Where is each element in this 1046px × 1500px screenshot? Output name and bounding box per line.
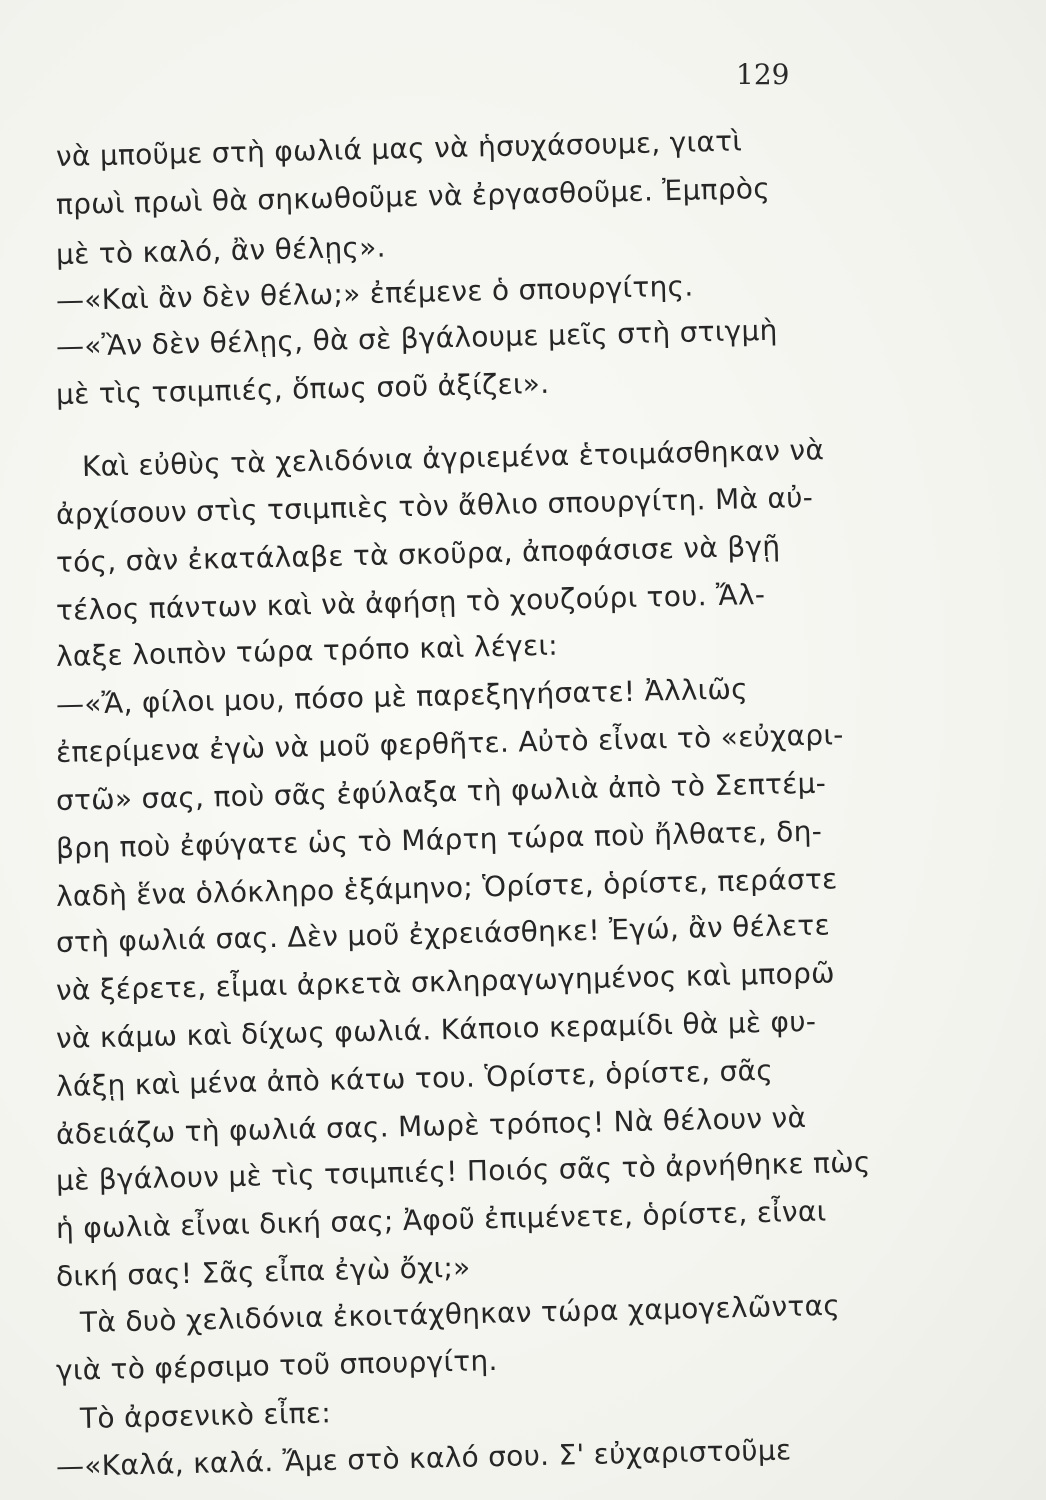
text-line-19: νὰ κάμω καὶ δίχως φωλιά. Κάποιο κεραμίδι θὰ μὲ φυ- xyxy=(55,1004,817,1055)
text-line-13: ἐπερίμενα ἐγὼ νὰ μοῦ φερθῆτε. Αὐτὸ εἶναι τὸ «εὐχαρι- xyxy=(55,718,844,769)
text-line-4: —«Καὶ ἂν δὲν θέλω;» ἐπέμενε ὁ σπουργίτης. xyxy=(55,269,694,317)
text-line-23: ἡ φωλιὰ εἶναι δική σας; Ἀφοῦ ἐπιμένετε, ὁρίστε, εἶναι xyxy=(55,1194,827,1245)
text-line-20: λάξῃ καὶ μένα ἀπὸ κάτω του. Ὁρίστε, ὁρίστε, σᾶς xyxy=(55,1053,774,1103)
text-line-8: ἀρχίσουν στὶς τσιμπιὲς τὸν ἄθλιο σπουργίτη. Μὰ αὐ- xyxy=(55,480,814,531)
text-line-6: μὲ τὶς τσιμπιές, ὅπως σοῦ ἀξίζει». xyxy=(55,366,550,411)
page-number: 129 xyxy=(736,58,790,91)
text-line-27: Τὸ ἀρσενικὸ εἶπε: xyxy=(79,1396,332,1435)
text-line-2: πρωὶ πρωὶ θὰ σηκωθοῦμε νὰ ἐργασθοῦμε. Ἐμπρὸς xyxy=(55,171,771,221)
text-line-10: τέλος πάντων καὶ νὰ ἀφήσῃ τὸ χουζούρι του. Ἄλ- xyxy=(55,577,766,627)
text-line-1: νὰ μποῦμε στὴ φωλιά μας νὰ ἡσυχάσουμε, γιατὶ xyxy=(55,124,743,173)
text-line-24: δική σας! Σᾶς εἶπα ἐγὼ ὄχι;» xyxy=(55,1250,471,1293)
text-line-5: —«Ἂν δὲν θέλῃς, θὰ σὲ βγάλουμε μεῖς στὴ στιγμὴ xyxy=(55,313,779,363)
text-line-3: μὲ τὸ καλό, ἂν θέλῃς». xyxy=(55,230,387,271)
text-line-22: μὲ βγάλουν μὲ τὶς τσιμπιές! Ποιός σᾶς τὸ ἀρνήθηκε πὼς xyxy=(55,1145,872,1197)
text-line-16: λαδὴ ἕνα ὁλόκληρο ἑξάμηνο; Ὁρίστε, ὁρίστε, περάστε xyxy=(55,862,838,913)
text-line-21: ἀδειάζω τὴ φωλιά σας. Μωρὲ τρόπος! Νὰ θέλουν νὰ xyxy=(55,1100,807,1151)
text-line-17: στὴ φωλιά σας. Δὲν μοῦ ἐχρειάσθηκε! Ἐγώ, ἂν θέλετε xyxy=(55,908,831,959)
text-line-12: —«Ἄ, φίλοι μου, πόσο μὲ παρεξηγήσατε! Ἀλλιῶς xyxy=(55,672,749,721)
text-line-25: Τὰ δυὸ χελιδόνια ἐκοιτάχθηκαν τώρα χαμογελῶντας xyxy=(79,1288,841,1339)
text-line-18: νὰ ξέρετε, εἶμαι ἀρκετὰ σκληραγωγημένος καὶ μπορῶ xyxy=(55,956,836,1007)
text-line-7: Καὶ εὐθὺς τὰ χελιδόνια ἀγριεμένα ἑτοιμάσθηκαν νὰ xyxy=(81,433,825,483)
text-line-15: βρη ποὺ ἐφύγατε ὡς τὸ Μάρτη τώρα ποὺ ἤλθατε, δη- xyxy=(55,814,823,865)
text-line-11: λαξε λοιπὸν τώρα τρόπο καὶ λέγει: xyxy=(55,628,559,673)
text-line-28: —«Καλά, καλά. Ἄμε στὸ καλό σου. Σ' εὐχαριστοῦμε xyxy=(55,1433,792,1483)
text-line-26: γιὰ τὸ φέρσιμο τοῦ σπουργίτη. xyxy=(55,1343,499,1387)
text-line-9: τός, σὰν ἐκατάλαβε τὰ σκοῦρα, ἀποφάσισε νὰ βγῇ xyxy=(55,529,781,579)
text-line-14: στῶ» σας, ποὺ σᾶς ἐφύλαξα τὴ φωλιὰ ἀπὸ τὸ Σεπτέμ- xyxy=(55,766,827,817)
